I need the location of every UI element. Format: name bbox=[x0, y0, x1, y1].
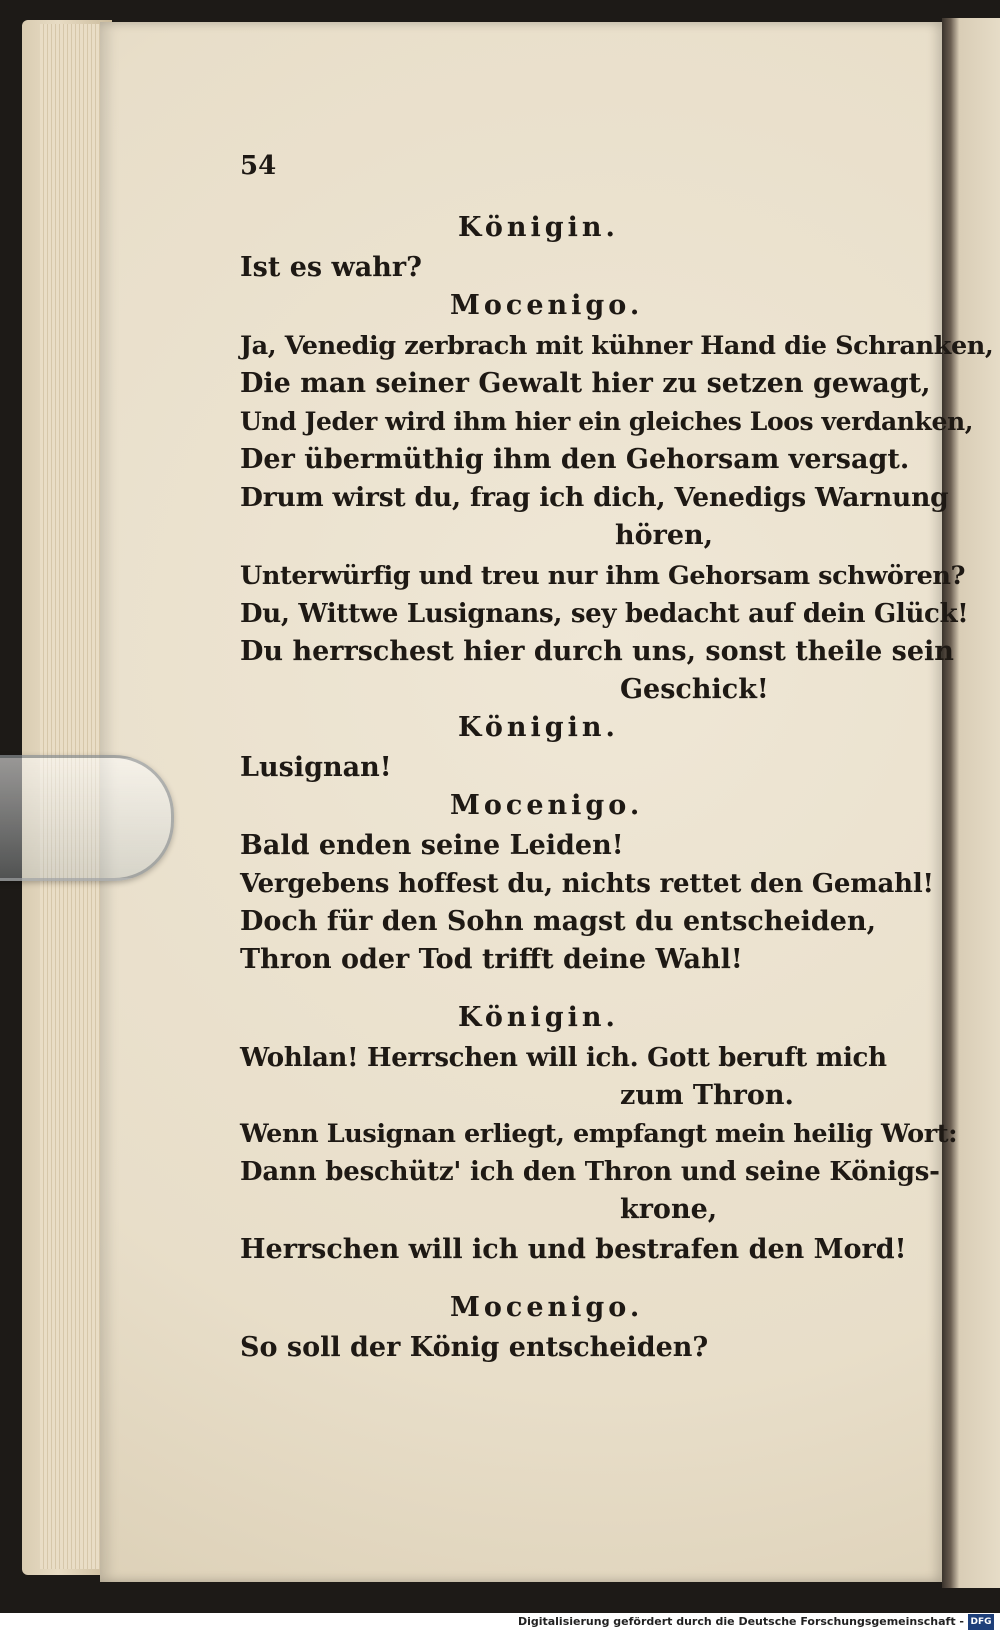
verse-line: Du herrschest hier durch uns, sonst theile sein bbox=[240, 636, 954, 667]
verse-line: Drum wirst du, frag ich dich, Venedigs Warnung bbox=[240, 482, 949, 513]
adjacent-page-edge bbox=[942, 18, 1000, 1588]
verse-line: Ja, Venedig zerbrach mit kühner Hand die Schranken, bbox=[240, 331, 994, 361]
speaker-name: Mocenigo. bbox=[450, 790, 644, 821]
verse-continuation: Geschick! bbox=[620, 674, 769, 705]
verse-line: Der übermüthig ihm den Gehorsam versagt. bbox=[240, 444, 910, 475]
verse-line: Thron oder Tod trifft deine Wahl! bbox=[240, 944, 743, 975]
verse-line: Bald enden seine Leiden! bbox=[240, 830, 624, 861]
glass-page-clip bbox=[0, 755, 174, 881]
verse-line: Ist es wahr? bbox=[240, 252, 422, 283]
verse-line: Dann beschütz' ich den Thron und seine Königs- bbox=[240, 1157, 940, 1187]
speaker-name: Königin. bbox=[458, 1002, 619, 1033]
verse-line: Wenn Lusignan erliegt, empfangt mein heilig Wort: bbox=[240, 1119, 958, 1149]
verse-line: Lusignan! bbox=[240, 752, 392, 783]
verse-continuation: hören, bbox=[615, 520, 714, 551]
verse-continuation: krone, bbox=[620, 1194, 718, 1225]
verse-line: Wohlan! Herrschen will ich. Gott beruft mich bbox=[240, 1043, 887, 1073]
speaker-name: Königin. bbox=[458, 212, 619, 243]
verse-line: Herrschen will ich und bestrafen den Mord! bbox=[240, 1234, 907, 1265]
verse-line: Die man seiner Gewalt hier zu setzen gewagt, bbox=[240, 368, 931, 399]
verse-line: Du, Wittwe Lusignans, sey bedacht auf dein Glück! bbox=[240, 599, 969, 629]
speaker-name: Mocenigo. bbox=[450, 1292, 644, 1323]
verse-line: Vergebens hoffest du, nichts rettet den Gemahl! bbox=[240, 869, 934, 899]
dfg-logo: DFG bbox=[968, 1614, 994, 1630]
verse-line: Und Jeder wird ihm hier ein gleiches Loos verdanken, bbox=[240, 407, 974, 436]
verse-continuation: zum Thron. bbox=[620, 1080, 794, 1111]
verse-line: So soll der König entscheiden? bbox=[240, 1332, 709, 1363]
page-number: 54 bbox=[240, 151, 277, 181]
verse-line: Doch für den Sohn magst du entscheiden, bbox=[240, 906, 877, 937]
digitization-credit: Digitalisierung gefördert durch die Deutsche Forschungsgemeinschaft - bbox=[517, 1615, 964, 1628]
speaker-name: Mocenigo. bbox=[450, 290, 644, 321]
verse-line: Unterwürfig und treu nur ihm Gehorsam schwören? bbox=[240, 561, 966, 591]
speaker-name: Königin. bbox=[458, 712, 619, 743]
